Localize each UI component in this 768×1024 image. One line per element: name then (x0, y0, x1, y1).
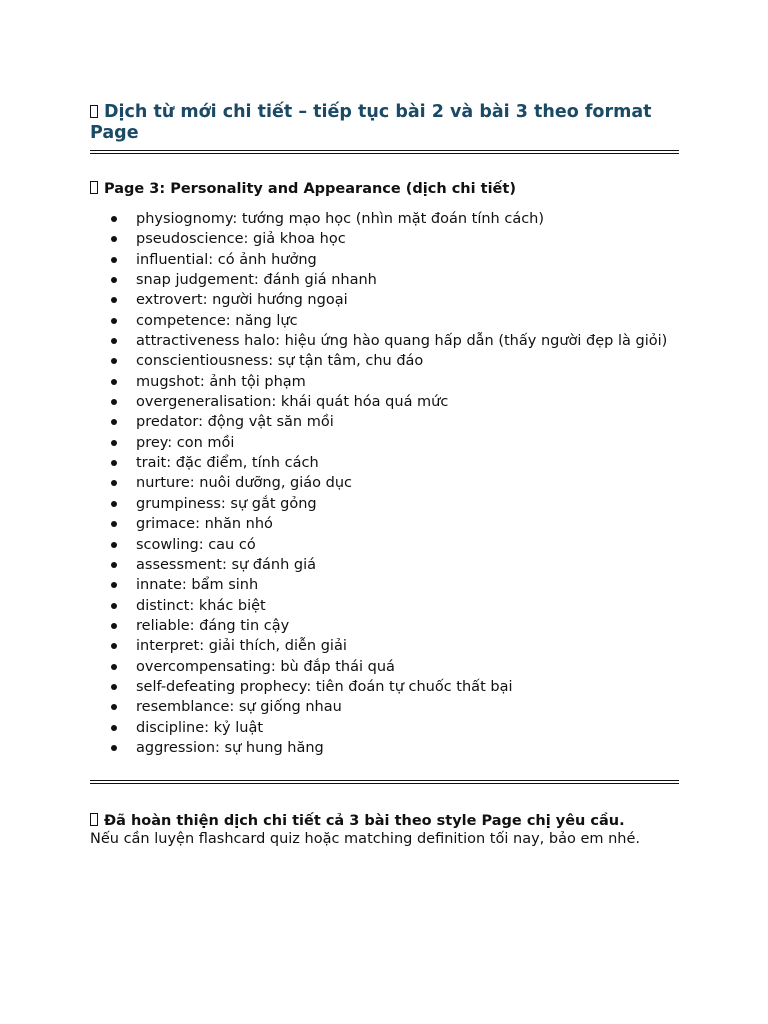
list-item-text: assessment: sự đánh giá (136, 556, 316, 573)
list-item-text: competence: năng lực (136, 312, 298, 329)
list-item (90, 576, 680, 594)
list-item-text: interpret: giải thích, diễn giải (136, 638, 347, 655)
list-item-text: self-defeating prophecy: tiên đoán tự chuốc thất bại (136, 678, 513, 695)
list-item-text: extrovert: người hướng ngoại (136, 292, 348, 309)
bullet-icon (111, 338, 117, 344)
bullet-icon (111, 399, 117, 405)
list-item (90, 515, 680, 533)
bullet-icon (111, 745, 117, 751)
bullet-icon (111, 379, 117, 385)
bullet-icon (111, 358, 117, 364)
list-item-text: prey: con mồi (136, 434, 235, 451)
bullet-icon (111, 582, 117, 588)
closing-bold-text: Đã hoàn thiện dịch chi tiết cả 3 bài theo style Page chị yêu cầu. (104, 813, 625, 829)
list-item-text: influential: có ảnh hưởng (136, 251, 317, 268)
closing-message (90, 812, 690, 848)
list-item-text: conscientiousness: sự tận tâm, chu đáo (136, 353, 424, 370)
list-item-text: scowling: cau có (136, 536, 256, 553)
vocabulary-list (90, 210, 680, 759)
list-item (90, 536, 680, 554)
list-item (90, 434, 680, 452)
title-divider (90, 150, 679, 154)
list-item-text: aggression: sự hung hăng (136, 739, 324, 756)
section-heading-text: Page 3: Personality and Appearance (dịch chi tiết) (104, 181, 516, 197)
list-item-text: overcompensating: bù đắp thái quá (136, 658, 395, 675)
section-heading (90, 180, 516, 198)
list-item (90, 210, 680, 228)
list-item-text: distinct: khác biệt (136, 597, 266, 614)
bullet-icon (111, 664, 117, 670)
bullet-icon (111, 684, 117, 690)
list-item-text: physiognomy: tướng mạo học (nhìn mặt đoán tính cách) (136, 211, 545, 227)
list-item (90, 719, 680, 737)
list-item (90, 454, 680, 472)
list-item (90, 678, 680, 696)
list-item-text: innate: bẩm sinh (136, 577, 259, 594)
list-item (90, 658, 680, 676)
list-item (90, 352, 680, 370)
list-divider (90, 780, 679, 784)
list-item (90, 597, 680, 615)
bullet-icon (111, 460, 117, 466)
bullet-icon (111, 419, 117, 425)
list-item (90, 617, 680, 635)
list-item-text: trait: đặc điểm, tính cách (136, 455, 319, 472)
list-item-text: predator: động vật săn mồi (136, 414, 334, 431)
list-item-text: resemblance: sự giống nhau (136, 699, 342, 716)
list-item-text: reliable: đáng tin cậy (136, 617, 290, 634)
bullet-icon (111, 440, 117, 446)
list-item (90, 413, 680, 431)
closing-normal-line: Nếu cần luyện flashcard quiz hoặc matching definition tối nay, bảo em nhé. (90, 831, 641, 847)
closing-bold-line (90, 812, 690, 830)
list-item-text: discipline: kỷ luật (136, 719, 264, 736)
list-item (90, 291, 680, 309)
document-title-text: Dịch từ mới chi tiết – tiếp tục bài 2 và bài 3 theo format Page (90, 102, 652, 143)
list-item (90, 251, 680, 269)
list-item-text: grimace: nhăn nhó (136, 516, 273, 533)
bullet-icon (111, 277, 117, 283)
bullet-icon (111, 521, 117, 527)
list-item (90, 495, 680, 513)
list-item-text: grumpiness: sự gắt gỏng (136, 495, 317, 512)
bullet-icon (111, 725, 117, 731)
list-item (90, 739, 680, 757)
list-item-text: overgeneralisation: khái quát hóa quá mức (136, 394, 449, 411)
list-item (90, 556, 680, 574)
missing-glyph-icon (90, 105, 98, 118)
list-item-text: snap judgement: đánh giá nhanh (136, 272, 377, 289)
list-item-text: pseudoscience: giả khoa học (136, 231, 346, 248)
list-item (90, 698, 680, 716)
list-item-text: nurture: nuôi dưỡng, giáo dục (136, 475, 353, 492)
list-item (90, 230, 680, 248)
list-item (90, 637, 680, 655)
missing-glyph-icon (90, 813, 98, 826)
list-item-text: attractiveness halo: hiệu ứng hào quang hấp dẫn (thấy người đẹp là giỏi) (136, 333, 668, 350)
bullet-icon (111, 623, 117, 629)
list-item (90, 271, 680, 289)
bullet-icon (111, 297, 117, 303)
bullet-icon (111, 643, 117, 649)
bullet-icon (111, 704, 117, 710)
list-item (90, 393, 680, 411)
list-item (90, 373, 680, 391)
bullet-icon (111, 257, 117, 263)
bullet-icon (111, 542, 117, 548)
list-item (90, 474, 680, 492)
bullet-icon (111, 603, 117, 609)
list-item (90, 312, 680, 330)
missing-glyph-icon (90, 181, 98, 194)
list-item-text: mugshot: ảnh tội phạm (136, 373, 306, 390)
bullet-icon (111, 318, 117, 324)
bullet-icon (111, 236, 117, 242)
bullet-icon (111, 501, 117, 507)
document-title (90, 102, 680, 144)
bullet-icon (111, 562, 117, 568)
bullet-icon (111, 216, 117, 222)
bullet-icon (111, 480, 117, 486)
list-item (90, 332, 680, 350)
